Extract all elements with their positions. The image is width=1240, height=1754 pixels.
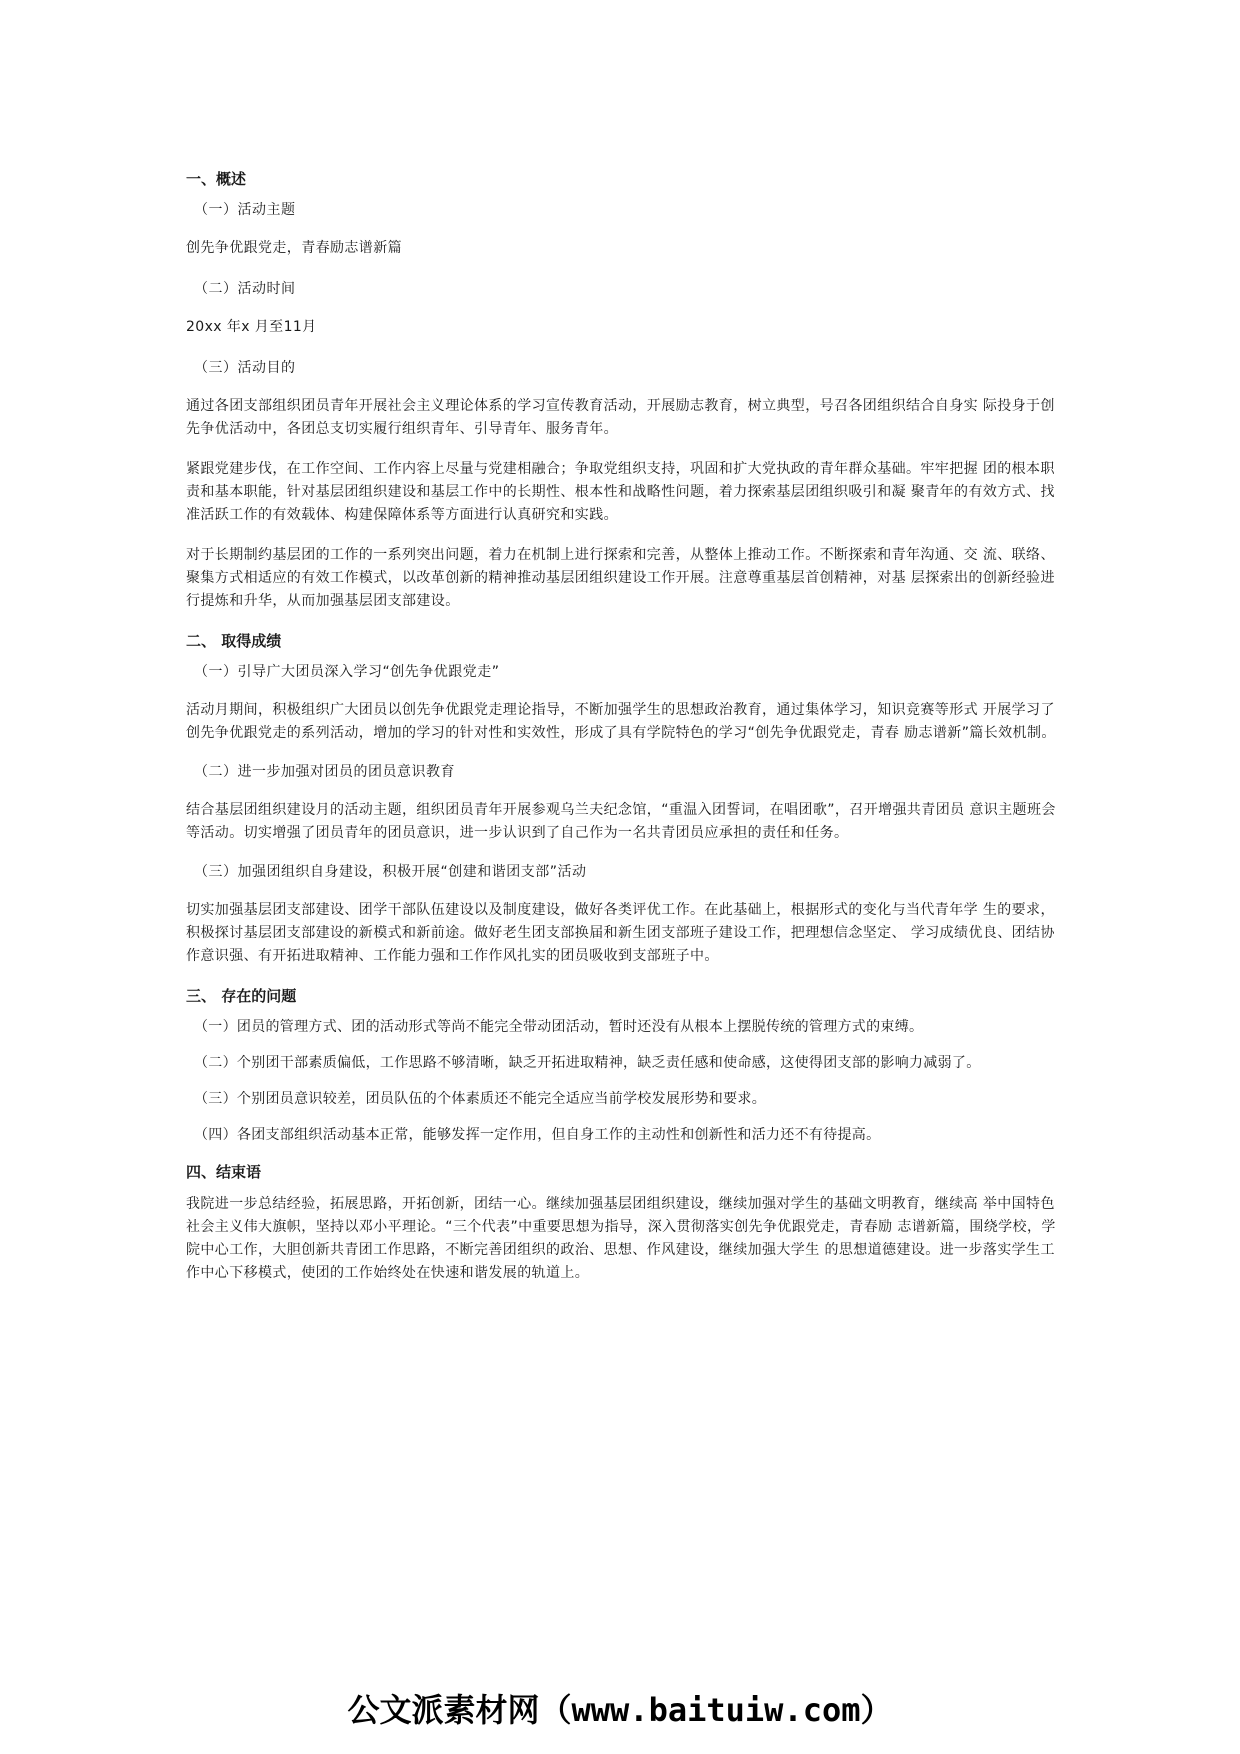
subheading: （二）活动时间 — [194, 281, 296, 297]
paragraph: 切实加强基层团支部建设、团学干部队伍建设以及制度建设，做好各类评优工作。在此基础上，根据形式的变化与当代青年学 生的要求，积极探讨基层团支部建设的新模式和新前途。做好老生团支部换届和新生团支部班子建设工作，把理想信念坚定、 学习成绩优良、团结协作意识强、有开拓进取精神、工作能力强和工作作风扎实的团员吸收到支部班子中。 — [186, 902, 1055, 964]
paragraph: 对于长期制约基层团的工作的一系列突出问题，着力在机制上进行探索和完善，从整体上推动工作。不断探索和青年沟通、交 流、联络、聚集方式相适应的有效工作模式，以改革创新的精神推动基层团组织建设工作开展。注意尊重基层首创精神，对基 层探索出的创新经验进行提炼和升华，从而加强基层团支部建设。 — [186, 547, 1055, 609]
issue-item: （一）团员的管理方式、团的活动形式等尚不能完全带动团活动，暂时还没有从根本上摆脱传统的管理方式的束缚。 — [194, 1019, 924, 1035]
issue-item: （四）各团支部组织活动基本正常，能够发挥一定作用，但自身工作的主动性和创新性和活力还不有待提高。 — [194, 1127, 881, 1143]
footer-watermark: 公文派素材网（www.baituiw.com） — [347, 1691, 893, 1729]
section-heading: 四、结束语 — [186, 1163, 262, 1181]
section-heading: 一、概述 — [186, 170, 247, 188]
document-body — [186, 168, 1060, 1302]
subheading: （一）引导广大团员深入学习“创先争优跟党走” — [194, 664, 500, 680]
paragraph: 通过各团支部组织团员青年开展社会主义理论体系的学习宣传教育活动，开展励志教育，树立典型，号召各团组织结合自身实 际投身于创先争优活动中，各团总支切实履行组织青年、引导青年、服务青年。 — [186, 398, 1055, 437]
paragraph: 活动月期间，积极组织广大团员以创先争优跟党走理论指导，不断加强学生的思想政治教育，通过集体学习，知识竞赛等形式 开展学习了创先争优跟党走的系列活动，增加的学习的针对性和实效性，形成了具有学院特色的学习“创先争优跟党走，青春 励志谱新”篇长效机制。 — [186, 702, 1056, 741]
paragraph: 结合基层团组织建设月的活动主题，组织团员青年开展参观乌兰夫纪念馆，“重温入团誓词，在唱团歌”，召开增强共青团员 意识主题班会等活动。切实增强了团员青年的团员意识，进一步认识到了自己作为一名共青团员应承担的责任和任务。 — [186, 802, 1056, 841]
paragraph: 20xx 年x 月至11月 — [186, 319, 317, 335]
subheading: （二）进一步加强对团员的团员意识教育 — [194, 764, 455, 780]
issue-item: （三）个别团员意识较差，团员队伍的个体素质还不能完全适应当前学校发展形势和要求。 — [194, 1091, 766, 1107]
section-heading: 二、 取得成绩 — [186, 632, 282, 650]
paragraph: 紧跟党建步伐，在工作空间、工作内容上尽量与党建相融合；争取党组织支持，巩固和扩大党执政的青年群众基础。牢牢把握 团的根本职责和基本职能，针对基层团组织建设和基层工作中的长期性、根本性和战略性问题，着力探索基层团组织吸引和凝 聚青年的有效方式、找准活跃工作的有效载体、构建保障体系等方面进行认真研究和实践。 — [186, 461, 1055, 523]
issue-item: （二）个别团干部素质偏低，工作思路不够清晰，缺乏开拓进取精神，缺乏责任感和使命感，这使得团支部的影响力减弱了。 — [194, 1055, 981, 1071]
section-heading: 三、 存在的问题 — [186, 987, 297, 1005]
subheading: （三）活动目的 — [194, 360, 296, 376]
subheading: （一）活动主题 — [194, 202, 296, 218]
subheading: （三）加强团组织自身建设，积极开展“创建和谐团支部”活动 — [194, 864, 587, 880]
paragraph: 创先争优跟党走，青春励志谱新篇 — [186, 240, 402, 256]
paragraph: 我院进一步总结经验，拓展思路，开拓创新，团结一心。继续加强基层团组织建设，继续加强对学生的基础文明教育，继续高 举中国特色社会主义伟大旗帜，坚持以邓小平理论。“三个代表”中重要思想为指导，深入贯彻落实创先争优跟党走，青春励 志谱新篇，围绕学校，学院中心工作，大胆创新共青团工作思路，不断完善团组织的政治、思想、作风建设，继续加强大学生 的思想道德建设。进一步落实学生工作中心下移模式，使团的工作始终处在快速和谐发展的轨道上。 — [186, 1196, 1056, 1281]
